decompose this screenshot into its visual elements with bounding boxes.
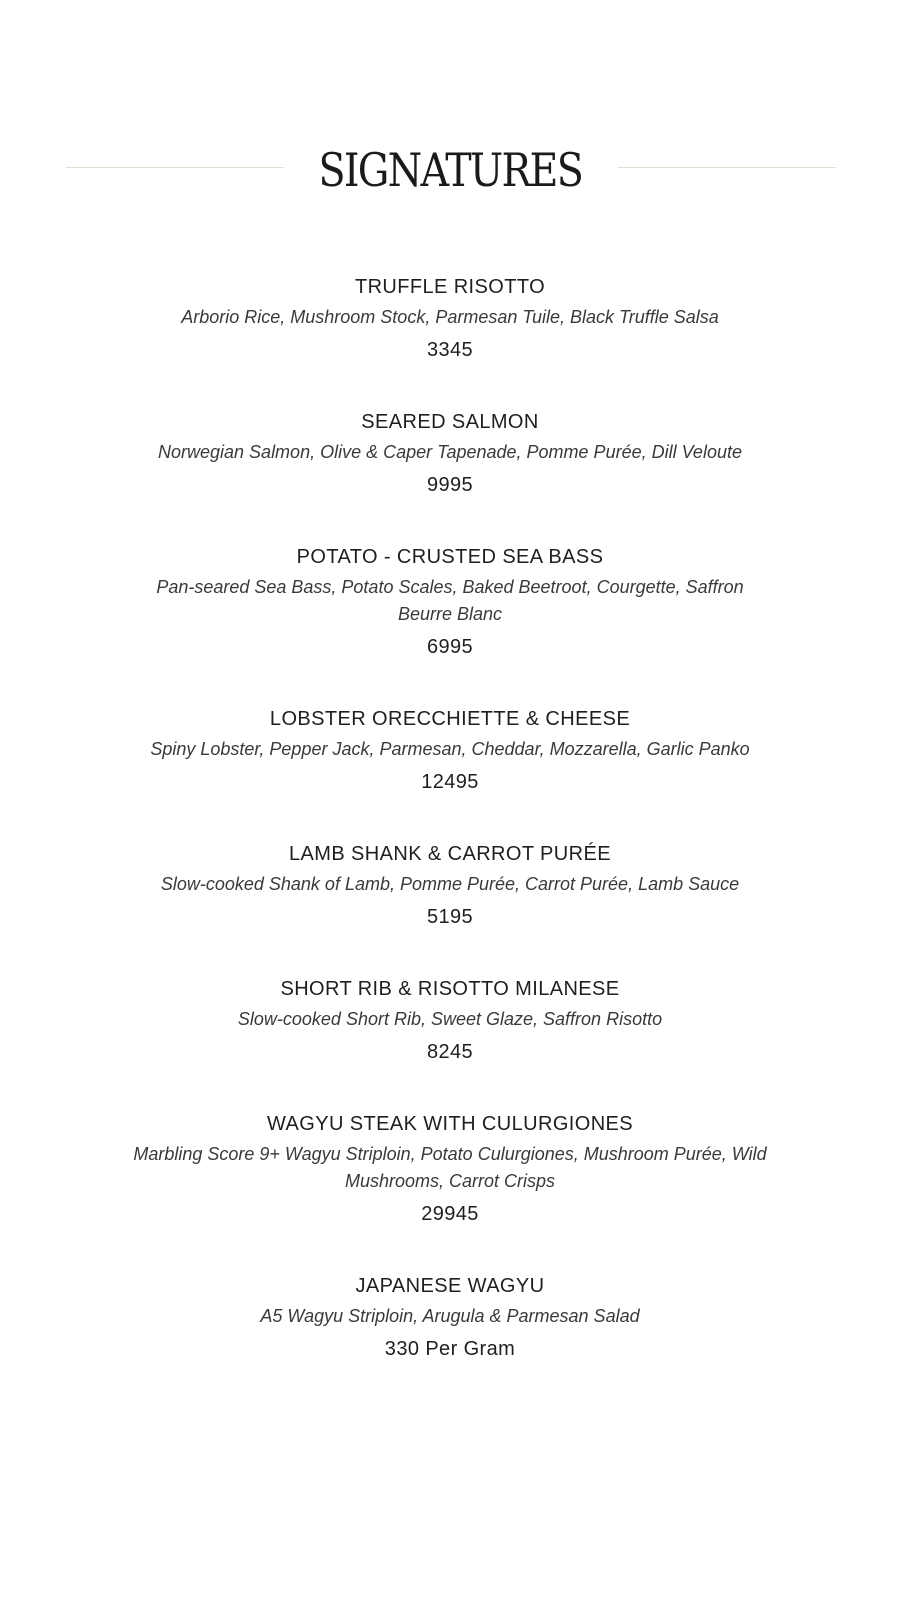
menu-item-price: 29945: [421, 1203, 479, 1225]
menu-item-description: Norwegian Salmon, Olive & Caper Tapenade, Pomme Purée, Dill Veloute: [158, 442, 742, 462]
menu-item-name: SEARED SALMON: [361, 411, 539, 433]
menu-item-price: 5195: [426, 906, 474, 928]
menu-item: [130, 544, 770, 662]
menu-item: [130, 841, 770, 932]
menu-item-price: 330 Per Gram: [384, 1338, 516, 1360]
menu-item: [130, 274, 770, 365]
menu-item-price: 12495: [421, 771, 479, 793]
menu-item-description: Arborio Rice, Mushroom Stock, Parmesan Tuile, Black Truffle Salsa: [181, 307, 719, 327]
menu-item-description: Marbling Score 9+ Wagyu Striploin, Potato Culurgiones, Mushroom Purée, Wild Mushrooms, Carrot Crisps: [133, 1144, 767, 1191]
menu-item-name: POTATO - CRUSTED SEA BASS: [296, 546, 604, 568]
menu-item-list: [0, 274, 900, 1408]
menu-item: [130, 706, 770, 797]
menu-item-price: 8245: [426, 1041, 474, 1063]
menu-item-description: Pan-seared Sea Bass, Potato Scales, Baked Beetroot, Courgette, Saffron Beurre Blanc: [156, 577, 744, 624]
menu-item-name: LOBSTER ORECCHIETTE & CHEESE: [269, 708, 631, 730]
menu-item: [130, 1111, 770, 1229]
menu-item: [130, 976, 770, 1067]
menu-item: [130, 409, 770, 500]
page-title: SIGNATURES: [318, 143, 582, 197]
menu-item-description: Spiny Lobster, Pepper Jack, Parmesan, Cheddar, Mozzarella, Garlic Panko: [150, 739, 750, 759]
menu-item-name: JAPANESE WAGYU: [355, 1275, 545, 1297]
menu-item-price: 9995: [426, 474, 474, 496]
menu-item-price: 3345: [426, 339, 474, 361]
menu-item-description: Slow-cooked Short Rib, Sweet Glaze, Saffron Risotto: [237, 1009, 663, 1029]
menu-item-price: 6995: [426, 636, 474, 658]
menu-item-name: WAGYU STEAK WITH CULURGIONES: [266, 1113, 634, 1135]
menu-item-name: TRUFFLE RISOTTO: [354, 276, 546, 298]
menu-item-name: LAMB SHANK & CARROT PURÉE: [289, 843, 611, 865]
menu-item-name: SHORT RIB & RISOTTO MILANESE: [280, 978, 620, 1000]
menu-item-description: Slow-cooked Shank of Lamb, Pomme Purée, Carrot Purée, Lamb Sauce: [160, 874, 740, 894]
menu-item-description: A5 Wagyu Striploin, Arugula & Parmesan Salad: [260, 1306, 640, 1326]
menu-item: [130, 1273, 770, 1364]
menu-header: [0, 140, 900, 200]
